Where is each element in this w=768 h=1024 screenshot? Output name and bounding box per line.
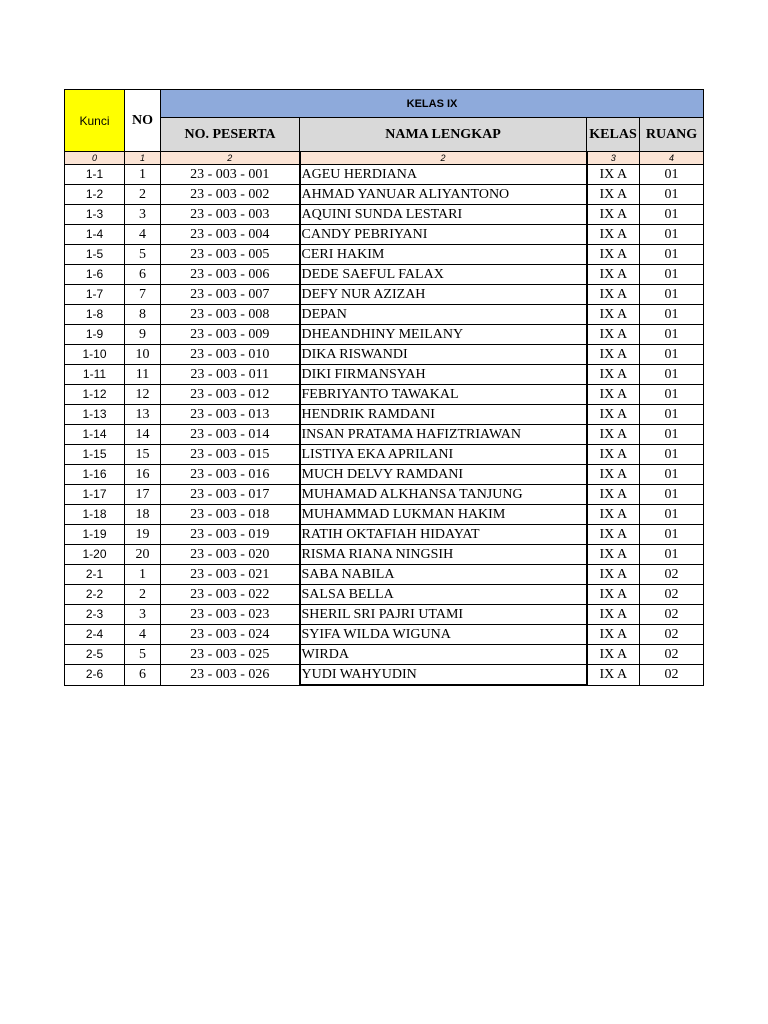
ruang-cell: 01	[640, 245, 704, 265]
nama-cell: HENDRIK RAMDANI	[300, 405, 587, 425]
kelas-cell: IX A	[587, 385, 640, 405]
no-peserta-cell: 23 - 003 - 001	[161, 165, 300, 185]
no-peserta-cell: 23 - 003 - 019	[161, 525, 300, 545]
no-cell: 6	[125, 665, 161, 686]
ruang-cell: 02	[640, 625, 704, 645]
kunci-cell: 2-1	[65, 565, 125, 585]
kunci-cell: 2-5	[65, 645, 125, 665]
kelas-cell: IX A	[587, 525, 640, 545]
kelas-cell: IX A	[587, 645, 640, 665]
ruang-cell: 01	[640, 385, 704, 405]
kelas-cell: IX A	[587, 285, 640, 305]
kunci-cell: 2-3	[65, 605, 125, 625]
table-row	[65, 505, 704, 525]
kelas-cell: IX A	[587, 485, 640, 505]
table-row	[65, 605, 704, 625]
nama-cell: DEDE SAEFUL FALAX	[300, 265, 587, 285]
ruang-cell: 02	[640, 585, 704, 605]
kelas-cell: IX A	[587, 445, 640, 465]
kunci-cell: 1-13	[65, 405, 125, 425]
ruang-cell: 01	[640, 445, 704, 465]
header-row-top	[65, 90, 704, 118]
table-row	[65, 525, 704, 545]
nama-cell: WIRDA	[300, 645, 587, 665]
no-peserta-cell: 23 - 003 - 026	[161, 665, 300, 686]
table-row	[65, 225, 704, 245]
table-row	[65, 465, 704, 485]
nama-cell: DEPAN	[300, 305, 587, 325]
no-peserta-cell: 23 - 003 - 022	[161, 585, 300, 605]
ruang-cell: 02	[640, 565, 704, 585]
no-cell: 14	[125, 425, 161, 445]
column-index: 4	[640, 152, 704, 165]
no-peserta-cell: 23 - 003 - 002	[161, 185, 300, 205]
no-peserta-cell: 23 - 003 - 017	[161, 485, 300, 505]
no-cell: 2	[125, 185, 161, 205]
ruang-cell: 01	[640, 505, 704, 525]
ruang-cell: 01	[640, 325, 704, 345]
ruang-cell: 01	[640, 265, 704, 285]
no-peserta-cell: 23 - 003 - 012	[161, 385, 300, 405]
no-cell: 20	[125, 545, 161, 565]
table-row	[65, 305, 704, 325]
kunci-header: Kunci	[65, 90, 125, 152]
column-index: 3	[587, 152, 640, 165]
table-row	[65, 645, 704, 665]
no-peserta-cell: 23 - 003 - 024	[161, 625, 300, 645]
ruang-cell: 01	[640, 485, 704, 505]
nama-cell: AHMAD YANUAR ALIYANTONO	[300, 185, 587, 205]
ruang-cell: 01	[640, 405, 704, 425]
nama-cell: MUHAMMAD LUKMAN HAKIM	[300, 505, 587, 525]
no-peserta-cell: 23 - 003 - 015	[161, 445, 300, 465]
nama-cell: RATIH OKTAFIAH HIDAYAT	[300, 525, 587, 545]
no-cell: 5	[125, 645, 161, 665]
no-cell: 19	[125, 525, 161, 545]
no-peserta-cell: 23 - 003 - 014	[161, 425, 300, 445]
no-cell: 16	[125, 465, 161, 485]
ruang-cell: 01	[640, 545, 704, 565]
kelas-cell: IX A	[587, 465, 640, 485]
kunci-cell: 1-16	[65, 465, 125, 485]
kelas-cell: IX A	[587, 265, 640, 285]
kunci-cell: 1-4	[65, 225, 125, 245]
column-index: 2	[300, 152, 587, 165]
no-cell: 11	[125, 365, 161, 385]
kunci-cell: 2-4	[65, 625, 125, 645]
table-row	[65, 285, 704, 305]
nama-cell: CANDY PEBRIYANI	[300, 225, 587, 245]
nama-lengkap-header: NAMA LENGKAP	[300, 118, 587, 152]
kelas-header: KELAS	[587, 118, 640, 152]
column-index: 1	[125, 152, 161, 165]
no-peserta-cell: 23 - 003 - 016	[161, 465, 300, 485]
no-peserta-cell: 23 - 003 - 007	[161, 285, 300, 305]
kelas-cell: IX A	[587, 205, 640, 225]
no-header: NO	[125, 90, 161, 152]
column-index: 0	[65, 152, 125, 165]
table-row	[65, 345, 704, 365]
nama-cell: CERI HAKIM	[300, 245, 587, 265]
ruang-cell: 02	[640, 665, 704, 686]
no-cell: 5	[125, 245, 161, 265]
table-row	[65, 585, 704, 605]
no-peserta-cell: 23 - 003 - 009	[161, 325, 300, 345]
table-row	[65, 445, 704, 465]
no-cell: 3	[125, 605, 161, 625]
no-cell: 4	[125, 225, 161, 245]
table-row	[65, 425, 704, 445]
header-row-columns	[65, 118, 704, 152]
kelas-cell: IX A	[587, 245, 640, 265]
no-cell: 12	[125, 385, 161, 405]
no-cell: 8	[125, 305, 161, 325]
kunci-cell: 1-19	[65, 525, 125, 545]
nama-cell: SHERIL SRI PAJRI UTAMI	[300, 605, 587, 625]
ruang-cell: 01	[640, 285, 704, 305]
kelas-cell: IX A	[587, 425, 640, 445]
nama-cell: MUHAMAD ALKHANSA TANJUNG	[300, 485, 587, 505]
kelas-cell: IX A	[587, 565, 640, 585]
no-peserta-cell: 23 - 003 - 025	[161, 645, 300, 665]
no-cell: 15	[125, 445, 161, 465]
no-cell: 3	[125, 205, 161, 225]
ruang-cell: 01	[640, 465, 704, 485]
kunci-cell: 1-7	[65, 285, 125, 305]
nama-cell: DHEANDHINY MEILANY	[300, 325, 587, 345]
no-cell: 7	[125, 285, 161, 305]
no-peserta-cell: 23 - 003 - 018	[161, 505, 300, 525]
no-peserta-cell: 23 - 003 - 005	[161, 245, 300, 265]
no-cell: 18	[125, 505, 161, 525]
kelas-cell: IX A	[587, 225, 640, 245]
no-peserta-cell: 23 - 003 - 003	[161, 205, 300, 225]
nama-cell: YUDI WAHYUDIN	[300, 665, 587, 686]
nama-cell: RISMA RIANA NINGSIH	[300, 545, 587, 565]
kunci-cell: 1-15	[65, 445, 125, 465]
no-peserta-cell: 23 - 003 - 006	[161, 265, 300, 285]
kelas-cell: IX A	[587, 625, 640, 645]
table-row	[65, 185, 704, 205]
kunci-cell: 1-18	[65, 505, 125, 525]
nama-cell: LISTIYA EKA APRILANI	[300, 445, 587, 465]
ruang-cell: 01	[640, 305, 704, 325]
kunci-cell: 1-3	[65, 205, 125, 225]
table-row	[65, 325, 704, 345]
column-index: 2	[161, 152, 300, 165]
nama-cell: DIKI FIRMANSYAH	[300, 365, 587, 385]
table-row	[65, 205, 704, 225]
table-row	[65, 565, 704, 585]
no-peserta-cell: 23 - 003 - 008	[161, 305, 300, 325]
kunci-cell: 1-11	[65, 365, 125, 385]
kelas-cell: IX A	[587, 165, 640, 185]
ruang-cell: 01	[640, 345, 704, 365]
ruang-cell: 01	[640, 525, 704, 545]
ruang-header: RUANG	[640, 118, 704, 152]
no-peserta-cell: 23 - 003 - 013	[161, 405, 300, 425]
nama-cell: SABA NABILA	[300, 565, 587, 585]
no-cell: 6	[125, 265, 161, 285]
no-peserta-cell: 23 - 003 - 020	[161, 545, 300, 565]
kelas-cell: IX A	[587, 325, 640, 345]
kunci-cell: 1-10	[65, 345, 125, 365]
kelas-cell: IX A	[587, 585, 640, 605]
table-row	[65, 385, 704, 405]
table-row	[65, 365, 704, 385]
kelas-cell: IX A	[587, 185, 640, 205]
nama-cell: DEFY NUR AZIZAH	[300, 285, 587, 305]
kelas-cell: IX A	[587, 545, 640, 565]
group-title: KELAS IX	[161, 90, 704, 118]
ruang-cell: 01	[640, 205, 704, 225]
kelas-cell: IX A	[587, 405, 640, 425]
nama-cell: AGEU HERDIANA	[300, 165, 587, 185]
no-cell: 1	[125, 565, 161, 585]
kunci-cell: 1-9	[65, 325, 125, 345]
no-cell: 4	[125, 625, 161, 645]
kunci-cell: 1-12	[65, 385, 125, 405]
no-cell: 2	[125, 585, 161, 605]
kunci-cell: 1-2	[65, 185, 125, 205]
kelas-cell: IX A	[587, 505, 640, 525]
nama-cell: SALSA BELLA	[300, 585, 587, 605]
no-cell: 9	[125, 325, 161, 345]
table-row	[65, 545, 704, 565]
kelas-cell: IX A	[587, 605, 640, 625]
kelas-cell: IX A	[587, 365, 640, 385]
no-peserta-header: NO. PESERTA	[161, 118, 300, 152]
nama-cell: DIKA RISWANDI	[300, 345, 587, 365]
ruang-cell: 01	[640, 225, 704, 245]
no-cell: 17	[125, 485, 161, 505]
table-row	[65, 245, 704, 265]
nama-cell: MUCH DELVY RAMDANI	[300, 465, 587, 485]
no-peserta-cell: 23 - 003 - 004	[161, 225, 300, 245]
no-peserta-cell: 23 - 003 - 021	[161, 565, 300, 585]
kelas-cell: IX A	[587, 665, 640, 686]
kelas-cell: IX A	[587, 345, 640, 365]
kunci-cell: 2-6	[65, 665, 125, 686]
ruang-cell: 02	[640, 645, 704, 665]
kunci-cell: 1-5	[65, 245, 125, 265]
no-cell: 1	[125, 165, 161, 185]
column-index-row	[65, 152, 704, 165]
ruang-cell: 01	[640, 365, 704, 385]
no-cell: 13	[125, 405, 161, 425]
table-row	[65, 405, 704, 425]
kunci-cell: 2-2	[65, 585, 125, 605]
nama-cell: FEBRIYANTO TAWAKAL	[300, 385, 587, 405]
ruang-cell: 01	[640, 425, 704, 445]
ruang-cell: 01	[640, 185, 704, 205]
ruang-cell: 02	[640, 605, 704, 625]
kelas-cell: IX A	[587, 305, 640, 325]
table-row	[65, 265, 704, 285]
kunci-cell: 1-20	[65, 545, 125, 565]
participant-table	[64, 89, 704, 686]
kunci-cell: 1-8	[65, 305, 125, 325]
no-peserta-cell: 23 - 003 - 010	[161, 345, 300, 365]
table-row	[65, 485, 704, 505]
table-row	[65, 665, 704, 686]
kunci-cell: 1-6	[65, 265, 125, 285]
nama-cell: SYIFA WILDA WIGUNA	[300, 625, 587, 645]
kunci-cell: 1-17	[65, 485, 125, 505]
nama-cell: AQUINI SUNDA LESTARI	[300, 205, 587, 225]
kunci-cell: 1-14	[65, 425, 125, 445]
no-peserta-cell: 23 - 003 - 023	[161, 605, 300, 625]
nama-cell: INSAN PRATAMA HAFIZTRIAWAN	[300, 425, 587, 445]
kunci-cell: 1-1	[65, 165, 125, 185]
table-row	[65, 625, 704, 645]
table-row	[65, 165, 704, 185]
no-peserta-cell: 23 - 003 - 011	[161, 365, 300, 385]
no-cell: 10	[125, 345, 161, 365]
ruang-cell: 01	[640, 165, 704, 185]
